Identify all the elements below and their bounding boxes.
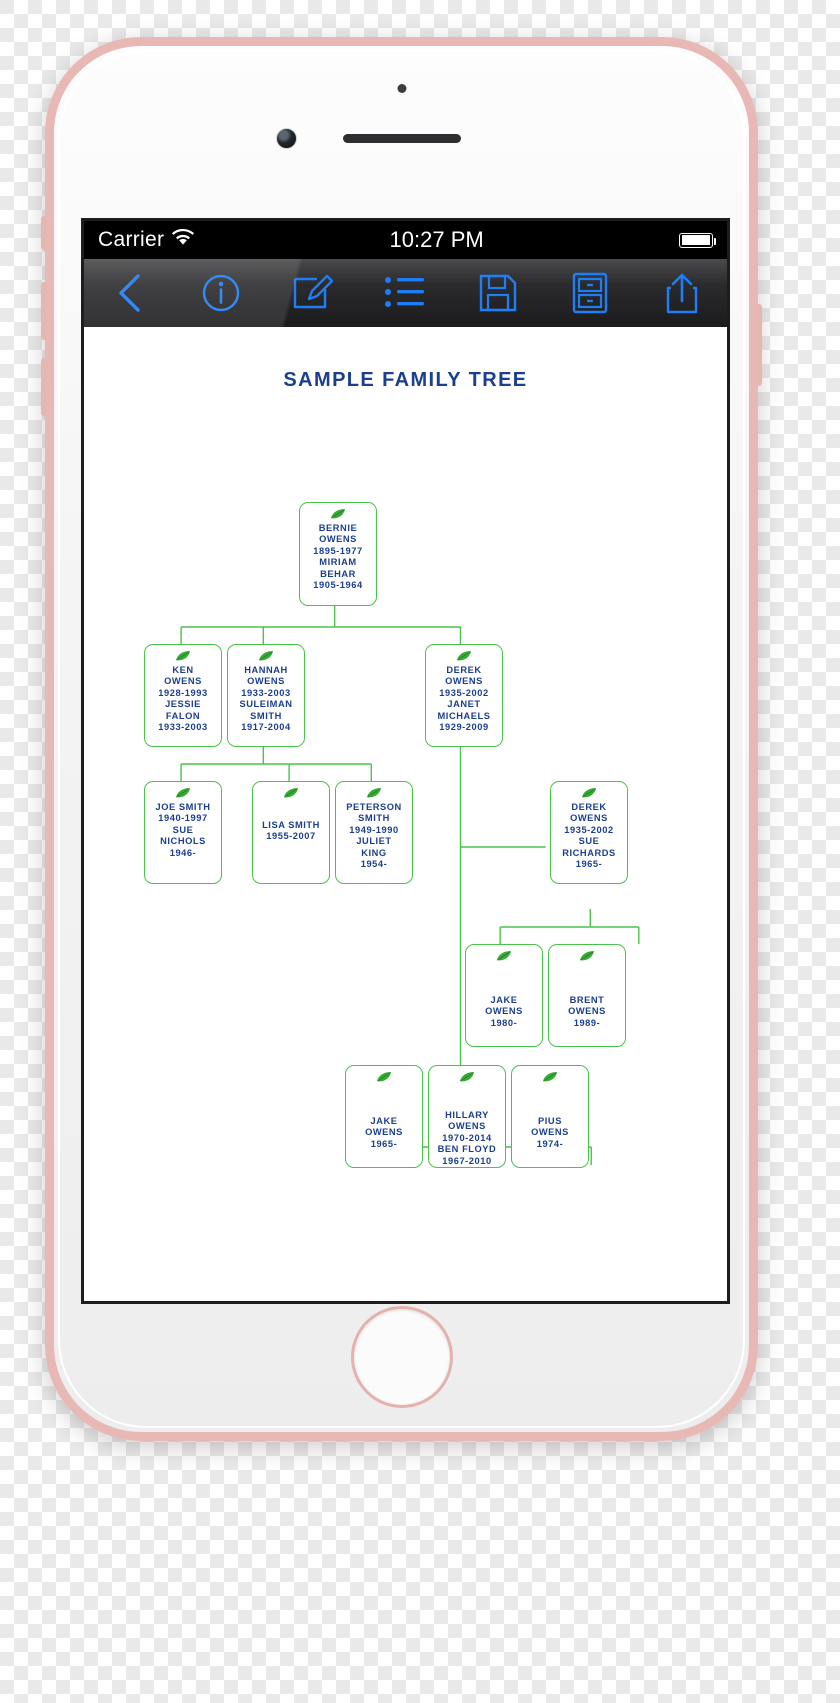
wifi-icon: [172, 229, 194, 252]
files-button[interactable]: [559, 265, 621, 321]
leaf-icon: [330, 508, 346, 520]
tree-node: [550, 781, 628, 884]
node-text-n8: DEREK OWENS 1935-2002 SUE RICHARDS 1965-: [562, 802, 616, 870]
document-canvas[interactable]: [84, 327, 727, 1304]
node-text-n6: LISA SMITH 1955-2007: [262, 820, 320, 842]
earpiece-speaker: [343, 134, 461, 143]
tree-node: [511, 1065, 589, 1168]
tree-node: [144, 781, 222, 884]
edit-button[interactable]: [282, 265, 344, 321]
list-button[interactable]: [374, 265, 436, 321]
volume-down-button[interactable]: [41, 358, 47, 416]
tree-node: [345, 1065, 423, 1168]
leaf-icon: [542, 1071, 558, 1083]
leaf-icon: [175, 787, 191, 799]
leaf-icon: [459, 1071, 475, 1083]
tree-node: [227, 644, 305, 747]
tree-node: [548, 944, 626, 1047]
node-text-n1: BERNIE OWENS 1895-1977 MIRIAM BEHAR 1905-1964: [313, 523, 363, 591]
node-text-n11: JAKE OWENS 1965-: [365, 1116, 403, 1149]
tree-node: [144, 644, 222, 747]
clock-label: 10:27 PM: [389, 227, 484, 252]
leaf-icon: [366, 787, 382, 799]
tree-node: [428, 1065, 506, 1168]
volume-up-button[interactable]: [41, 282, 47, 340]
node-text-n10: BRENT OWENS 1989-: [568, 995, 606, 1028]
proximity-sensor-icon: [397, 84, 406, 93]
leaf-icon: [283, 787, 299, 799]
app-toolbar: [84, 259, 727, 327]
info-button[interactable]: [190, 265, 252, 321]
share-button[interactable]: [651, 265, 713, 321]
status-bar: [84, 221, 727, 259]
node-text-n5: JOE SMITH 1940-1997 SUE NICHOLS 1946-: [155, 802, 211, 858]
leaf-icon: [258, 650, 274, 662]
front-camera-icon: [276, 128, 297, 149]
leaf-icon: [579, 950, 595, 962]
leaf-icon: [175, 650, 191, 662]
tree-node: [299, 502, 377, 606]
back-button[interactable]: [98, 265, 160, 321]
node-text-n2: KEN OWENS 1928-1993 JESSIE FALON 1933-2003: [158, 665, 208, 733]
battery-full-icon: [679, 233, 713, 248]
node-text-n12: HILLARY OWENS 1970-2014 BEN FLOYD 1967-2010: [437, 1110, 497, 1166]
power-button[interactable]: [756, 304, 762, 386]
tree-node: [335, 781, 413, 884]
phone-screen: [81, 218, 730, 1304]
node-text-n4: DEREK OWENS 1935-2002 JANET MICHAELS 1929-2009: [437, 665, 491, 733]
home-button[interactable]: [351, 1306, 453, 1408]
node-text-n3: HANNAH OWENS 1933-2003 SULEIMAN SMITH 1917-2004: [239, 665, 293, 733]
carrier-label: Carrier: [98, 228, 165, 251]
leaf-icon: [456, 650, 472, 662]
node-text-n7: PETERSON SMITH 1949-1990 JULIET KING 1954-: [346, 802, 402, 870]
save-button[interactable]: [467, 265, 529, 321]
tree-node: [465, 944, 543, 1047]
node-text-n9: JAKE OWENS 1980-: [485, 995, 523, 1028]
leaf-icon: [581, 787, 597, 799]
phone-device: [45, 37, 758, 1441]
leaf-icon: [376, 1071, 392, 1083]
page-title: SAMPLE FAMILY TREE: [283, 369, 528, 391]
leaf-icon: [496, 950, 512, 962]
node-text-n13: PIUS OWENS 1974-: [531, 1116, 569, 1149]
mute-switch[interactable]: [41, 216, 47, 250]
tree-node: [425, 644, 503, 747]
tree-node: [252, 781, 330, 884]
